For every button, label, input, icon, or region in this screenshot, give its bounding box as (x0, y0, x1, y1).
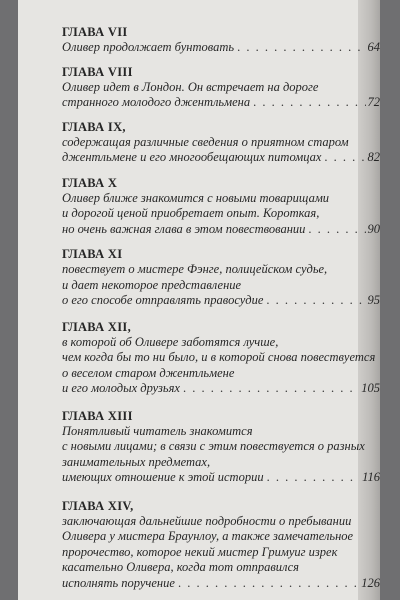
description-line (62, 293, 380, 309)
description-line (62, 470, 380, 486)
description-text: с новыми лицами; в связи с этим повествуется о разных (62, 439, 365, 453)
chapter-description (62, 424, 380, 486)
description-text: чем когда бы то ни было, и в которой снова повествуется (62, 350, 376, 364)
toc-entry (62, 409, 380, 486)
description-line (62, 262, 380, 278)
chapter-title: ГЛАВА IX, (62, 119, 126, 134)
toc-entry (62, 65, 380, 111)
description-text: и дорогой ценой приобретает опыт. Короткая, (62, 206, 320, 220)
toc-entry (62, 320, 380, 397)
description-line (62, 529, 380, 545)
description-line (62, 206, 380, 222)
description-text: о веселом старом джентльмене (62, 365, 235, 380)
dot-leader (237, 40, 365, 56)
description-text: пророчество, которое некий мистер Гримуиг изрек (62, 544, 338, 559)
description-text: касательно Оливера, когда тот отправился (62, 560, 299, 574)
toc-entry (62, 247, 380, 309)
page-number: 64 (367, 40, 380, 54)
dot-leader (324, 150, 365, 166)
description-line (62, 381, 380, 397)
dot-leader (253, 95, 365, 111)
page-number: 82 (367, 150, 380, 164)
description-line (62, 150, 380, 166)
description-text: Понятливый читатель знакомится (62, 423, 253, 438)
description-line (62, 560, 380, 576)
chapter-title: ГЛАВА XII, (62, 319, 131, 334)
description-line (62, 455, 380, 471)
page-number: 90 (367, 221, 380, 236)
description-line (62, 95, 380, 111)
page-number: 72 (367, 95, 380, 109)
description-text: имеющих отношение к этой истории (62, 470, 264, 484)
chapter-description (62, 514, 380, 592)
chapter-description (62, 80, 380, 111)
description-text: Оливер ближе знакомится с новыми товарищами (62, 190, 330, 205)
description-text: исполнять поручение (62, 575, 175, 590)
description-line (62, 278, 380, 294)
toc-entry (62, 25, 380, 56)
description-line (62, 335, 380, 351)
table-of-contents (62, 15, 380, 591)
description-line (62, 40, 380, 56)
description-text: о его способе отправлять правосудие (62, 293, 264, 307)
chapter-description (62, 262, 380, 309)
toc-entry (62, 499, 380, 592)
description-line (62, 576, 380, 592)
description-line (62, 545, 380, 561)
chapter-title: ГЛАВА XI (62, 247, 123, 261)
description-text: занимательных предметах, (62, 454, 211, 469)
dot-leader (183, 381, 359, 397)
description-text: Оливер идет в Лондон. Он встречает на дороге (62, 79, 319, 94)
dot-leader (267, 470, 361, 486)
chapter-title: ГЛАВА VII (62, 25, 128, 39)
chapter-description (62, 191, 380, 238)
chapter-description (62, 335, 380, 397)
book-page (18, 0, 380, 600)
description-text: содержащая различные сведения о приятном старом (62, 134, 349, 149)
page-number: 95 (367, 293, 380, 307)
description-line (62, 424, 380, 440)
page-number: 126 (361, 575, 380, 590)
dot-leader (178, 576, 359, 592)
description-line (62, 350, 380, 366)
description-line (62, 222, 380, 238)
description-line (62, 514, 380, 530)
description-line (62, 80, 380, 96)
chapter-title: ГЛАВА XIV, (62, 498, 134, 513)
page-number: 105 (361, 381, 380, 395)
dot-leader (266, 293, 365, 309)
description-text: и дает некоторое представление (62, 277, 242, 292)
description-text: в которой об Оливере заботятся лучше, (62, 334, 279, 349)
description-text: Оливера у мистера Браунлоу, а также замечательное (62, 529, 354, 543)
description-text: заключающая дальнейшие подробности о пребывании (62, 513, 352, 528)
chapter-description (62, 40, 380, 56)
toc-entry (62, 176, 380, 238)
description-text: Оливер продолжает бунтовать (62, 40, 235, 54)
description-text: повествует о мистере Фэнге, полицейском судье, (62, 262, 328, 276)
chapter-title: ГЛАВА X (62, 175, 118, 190)
dot-leader (308, 222, 365, 238)
description-text: странного молодого джентльмена (62, 95, 251, 109)
description-text: джентльмене и его многообещающих питомцах (62, 150, 322, 164)
page-number: 116 (362, 470, 380, 484)
description-line (62, 439, 380, 455)
chapter-description (62, 135, 380, 166)
description-line (62, 135, 380, 151)
chapter-title: ГЛАВА VIII (62, 64, 133, 79)
description-line (62, 366, 380, 382)
chapter-title: ГЛАВА XIII (62, 408, 133, 423)
description-text: и его молодых друзьях (62, 381, 180, 395)
description-text: но очень важная глава в этом повествовании (62, 221, 306, 236)
description-line (62, 191, 380, 207)
toc-entry (62, 120, 380, 166)
